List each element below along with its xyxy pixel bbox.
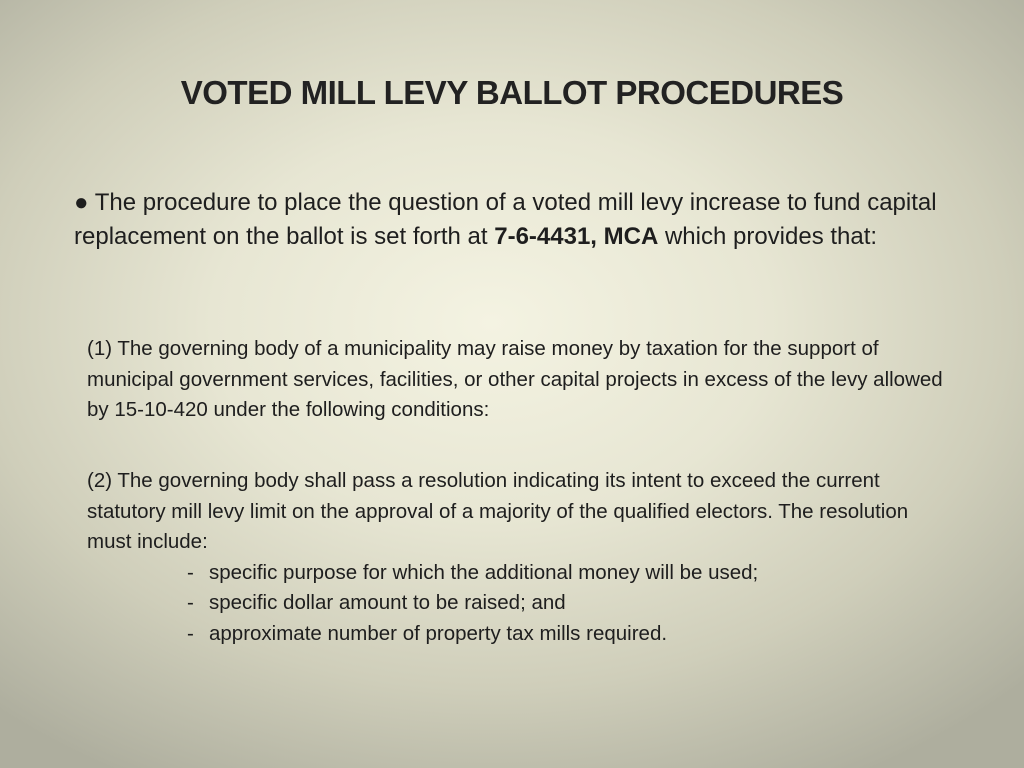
slide-title: VOTED MILL LEVY BALLOT PROCEDURES — [180, 74, 844, 111]
list-item-text: approximate number of property tax mills required. — [209, 621, 668, 645]
statute-paragraph-2-text: (2) The governing body shall pass a resolution indicating its intent to exceed the current statutory mill levy limit on the approval of a majority of the qualified electors. The resolution must include: — [87, 469, 909, 553]
dash-marker: - — [187, 560, 194, 584]
intro-text-after: which provides that: — [658, 223, 878, 250]
dash-marker: - — [187, 621, 194, 645]
list-item — [87, 619, 947, 650]
intro-text-before: The procedure to place the question of a voted mill levy increase to fund capital replacement on the ballot is set forth at — [74, 189, 937, 250]
list-item — [87, 588, 947, 619]
list-item — [87, 558, 947, 589]
statute-paragraph-2 — [87, 466, 947, 649]
dash-marker: - — [187, 591, 194, 614]
list-item-text: specific purpose for which the additional money will be used; — [209, 560, 759, 584]
resolution-requirements-list — [87, 558, 947, 650]
statute-citation: 7-6-4431, MCA — [494, 223, 659, 250]
statute-paragraph-1: (1) The governing body of a municipality may raise money by taxation for the support of municipal government services, facilities, or other capital projects in excess of the levy allowed by 15-10-420 under the following conditions: — [87, 337, 943, 421]
bullet-icon: ● — [74, 189, 89, 216]
intro-paragraph — [74, 186, 954, 254]
list-item-text: specific dollar amount to be raised; and — [209, 591, 566, 614]
